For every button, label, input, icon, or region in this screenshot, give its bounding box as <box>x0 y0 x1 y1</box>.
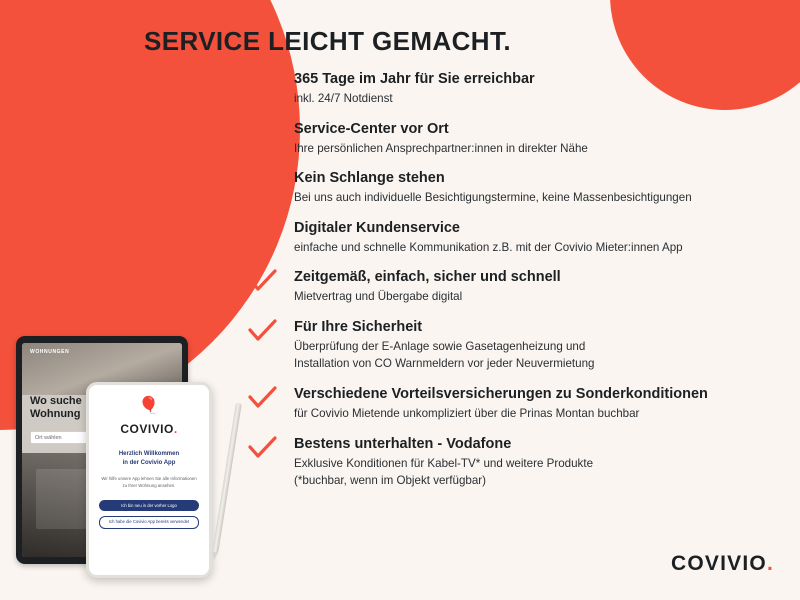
logo-dot: . <box>766 552 774 575</box>
list-item <box>248 70 778 108</box>
benefits-list <box>248 70 778 502</box>
list-item <box>248 268 778 306</box>
list-item <box>248 385 778 423</box>
phone-secondary-button[interactable]: Ich habe die Covivio App bereits verwendet <box>99 516 199 529</box>
list-item-title: Kein Schlange stehen <box>294 170 445 187</box>
devices-illustration <box>10 330 255 575</box>
list-item-sub: inkl. 24/7 Notdienst <box>294 92 393 106</box>
list-item-title: Digitaler Kundenservice <box>294 219 460 236</box>
check-icon <box>248 121 278 145</box>
list-item-title: Verschiedene Vorteilsversicherungen zu Sonderkonditionen <box>294 385 708 402</box>
check-icon <box>248 220 278 244</box>
covivio-logo-text: COVIVIO <box>671 552 767 575</box>
page-title: SERVICE LEICHT GEMACHT. <box>144 26 511 56</box>
list-item-sub: Mietvertrag und Übergabe digital <box>294 290 463 304</box>
list-item-title: Zeitgemäß, einfach, sicher und schnell <box>294 269 561 286</box>
phone-body-text: Wir hilfe unsere App lehnen Sie alle Informationen zu Ihrer Wohnung ansehen. <box>101 476 197 488</box>
phone-welcome-line2: in der Covivio App <box>122 460 176 466</box>
list-item <box>248 219 778 257</box>
phone-welcome-title <box>99 450 199 468</box>
covivio-logo <box>671 552 774 576</box>
phone-mockup <box>86 382 212 578</box>
app-illustration-icon: 🎈 <box>138 396 160 415</box>
list-item-sub: Bei uns auch individuelle Besichtigungstermine, keine Massenbesichtigungen <box>294 191 692 205</box>
list-item-title: Service-Center vor Ort <box>294 120 449 137</box>
list-item <box>248 120 778 158</box>
check-icon <box>248 269 278 293</box>
tablet-location-input[interactable]: Ort wählen <box>30 431 122 444</box>
phone-app-logo <box>99 422 199 436</box>
phone-primary-button[interactable]: Ich bin neu in der vorher Logo <box>99 500 199 511</box>
list-item-sub: Überprüfung der E-Anlage sowie Gasetagenheizung und <box>294 340 586 354</box>
phone-app-logo-text: COVIVIO <box>120 422 174 436</box>
list-item-sub: Installation von CO Warnmeldern vor jeder Neuvermietung <box>294 357 595 371</box>
list-item-sub: für Covivio Mietende unkompliziert über die Prinas Montan buchbar <box>294 407 640 421</box>
list-item-title: Für Ihre Sicherheit <box>294 318 423 335</box>
list-item-sub: einfache und schnelle Kommunikation z.B. mit der Covivio Mieter:innen App <box>294 240 683 254</box>
list-item-sub: (*buchbar, wenn im Objekt verfügbar) <box>294 474 487 488</box>
phone-welcome-line1: Herzlich Willkommen <box>118 451 180 457</box>
logo-dot: . <box>173 422 178 436</box>
phone-screen <box>89 385 209 575</box>
list-item-title: 365 Tage im Jahr für Sie erreichbar <box>294 71 535 87</box>
list-item-sub: Exklusive Konditionen für Kabel-TV* und weitere Produkte <box>294 456 594 470</box>
list-item-title: Bestens unterhalten - Vodafone <box>294 435 512 452</box>
check-icon <box>248 170 278 194</box>
stylus-pen <box>212 402 242 553</box>
check-icon <box>248 71 278 95</box>
tablet-headline <box>30 395 82 420</box>
tablet-nav-label: WOHNUNGEN <box>30 349 70 355</box>
tablet-headline-line1: Wo suche <box>30 395 82 407</box>
list-item <box>248 318 778 373</box>
list-item <box>248 169 778 207</box>
list-item-sub: Ihre persönlichen Ansprechpartner:innen in direkter Nähe <box>294 141 588 155</box>
tablet-headline-line2: Wohnung <box>30 407 81 420</box>
list-item <box>248 435 778 490</box>
